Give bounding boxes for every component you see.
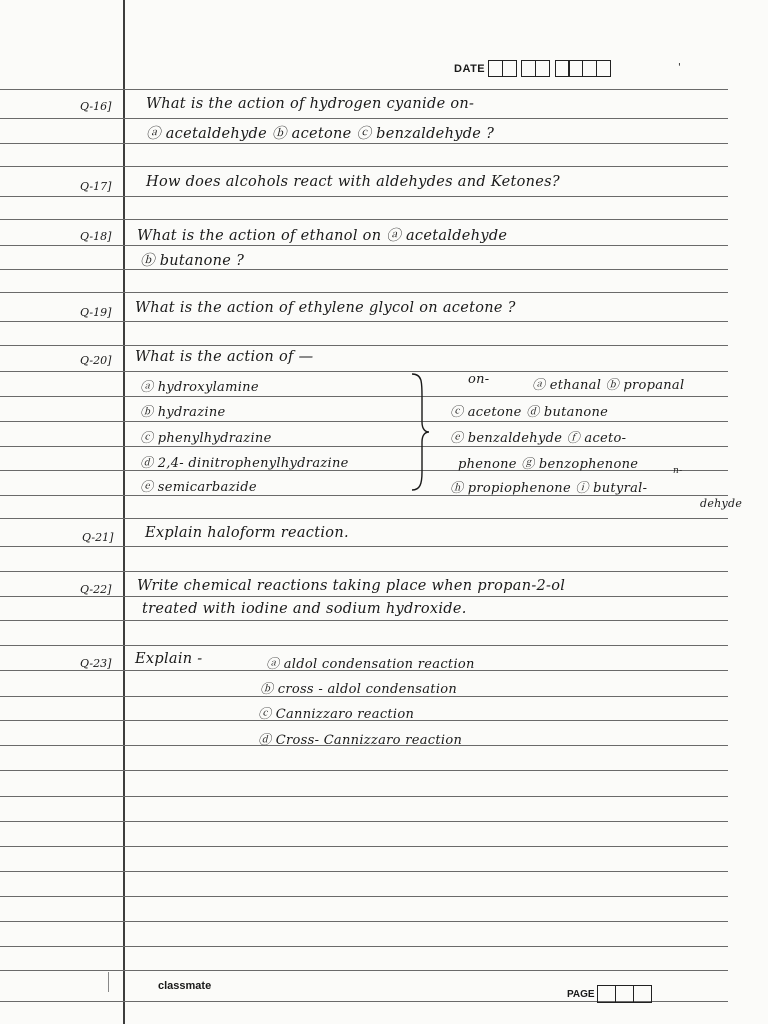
date-boxes-year — [556, 60, 611, 77]
ruled-line — [0, 292, 728, 293]
reagent-item: ⓐ hydroxylamine — [140, 380, 259, 395]
question-number: Q-19] — [80, 306, 112, 319]
date-label: DATE — [454, 62, 486, 75]
question-text: Explain haloform reaction. — [145, 525, 349, 541]
date-field — [454, 60, 617, 77]
question-number: Q-17] — [80, 180, 112, 193]
question-number: Q-16] — [80, 100, 112, 113]
substrate-line: ⓐ ethanal ⓑ propanal — [532, 378, 685, 393]
ruled-line — [0, 645, 728, 646]
ruled-line — [0, 446, 728, 447]
question-text: What is the action of ethylene glycol on acetone ? — [135, 300, 516, 316]
ruled-line — [0, 946, 728, 947]
question-text: Explain - — [135, 651, 203, 667]
tick-mark: ' — [678, 62, 681, 73]
ruled-line — [0, 89, 728, 90]
ruled-line — [0, 396, 728, 397]
question-text: What is the action of — — [135, 349, 314, 365]
brand-logo-text: classmate — [158, 980, 212, 992]
ruled-line — [0, 371, 728, 372]
ruled-line — [0, 770, 728, 771]
ruled-line — [0, 546, 728, 547]
question-number: Q-23] — [80, 657, 112, 670]
page-label: PAGE — [567, 988, 595, 1000]
ruled-line — [0, 970, 728, 971]
ruled-line — [0, 821, 728, 822]
question-number: Q-20] — [80, 354, 112, 367]
substrate-line: phenone ⓖ benzophenone — [458, 457, 639, 472]
ruled-line — [0, 596, 728, 597]
question-number: Q-21] — [82, 531, 114, 544]
reagent-item: ⓑ hydrazine — [140, 405, 226, 420]
ruled-line — [0, 571, 728, 572]
ruled-line — [0, 166, 728, 167]
question-text: What is the action of ethanol on ⓐ acetaldehyde — [137, 228, 508, 244]
question-text: How does alcohols react with aldehydes and Ketones? — [146, 174, 560, 190]
ruled-line — [0, 118, 728, 119]
ruled-line — [0, 143, 728, 144]
explain-item: ⓑ cross - aldol condensation — [260, 682, 458, 697]
ruled-line — [0, 846, 728, 847]
on-label: on- — [468, 372, 490, 387]
question-text: treated with iodine and sodium hydroxide. — [142, 601, 467, 617]
ruled-line — [0, 219, 728, 220]
question-text: Write chemical reactions taking place when propan-2-ol — [137, 578, 566, 594]
question-number: Q-18] — [80, 230, 112, 243]
ruled-line — [0, 796, 728, 797]
page-number-field — [567, 985, 652, 1003]
curly-brace — [408, 372, 430, 492]
question-text: ⓐ acetaldehyde ⓑ acetone ⓒ benzaldehyde ? — [146, 126, 495, 142]
ruled-line — [0, 321, 728, 322]
date-boxes-day — [489, 60, 516, 77]
ruled-line — [0, 269, 728, 270]
superscript-n: n- — [673, 466, 683, 476]
question-text: ⓑ butanone ? — [140, 253, 245, 269]
question-text: What is the action of hydrogen cyanide on- — [146, 96, 475, 112]
ruled-line — [0, 196, 728, 197]
ruled-line — [0, 421, 728, 422]
substrate-line: ⓒ acetone ⓓ butanone — [450, 405, 609, 420]
ruled-line — [0, 245, 728, 246]
ruled-line — [0, 896, 728, 897]
explain-item: ⓓ Cross- Cannizzaro reaction — [258, 733, 463, 748]
ruled-line — [0, 871, 728, 872]
reagent-item: ⓓ 2,4- dinitrophenylhydrazine — [140, 456, 349, 471]
question-number: Q-22] — [80, 583, 112, 596]
substrate-overflow: dehyde — [700, 497, 743, 510]
ruled-line — [0, 620, 728, 621]
reagent-item: ⓔ semicarbazide — [140, 480, 257, 495]
explain-item: ⓐ aldol condensation reaction — [266, 657, 475, 672]
reagent-item: ⓒ phenylhydrazine — [140, 431, 272, 446]
ruled-line — [0, 921, 728, 922]
substrate-line: ⓗ propiophenone ⓘ butyral- — [450, 481, 648, 496]
ruled-line — [0, 518, 728, 519]
substrate-line: ⓔ benzaldehyde ⓕ aceto- — [450, 431, 627, 446]
ruled-line — [0, 345, 728, 346]
date-boxes-month — [523, 60, 550, 77]
footer-mark — [108, 972, 149, 992]
explain-item: ⓒ Cannizzaro reaction — [258, 707, 415, 722]
